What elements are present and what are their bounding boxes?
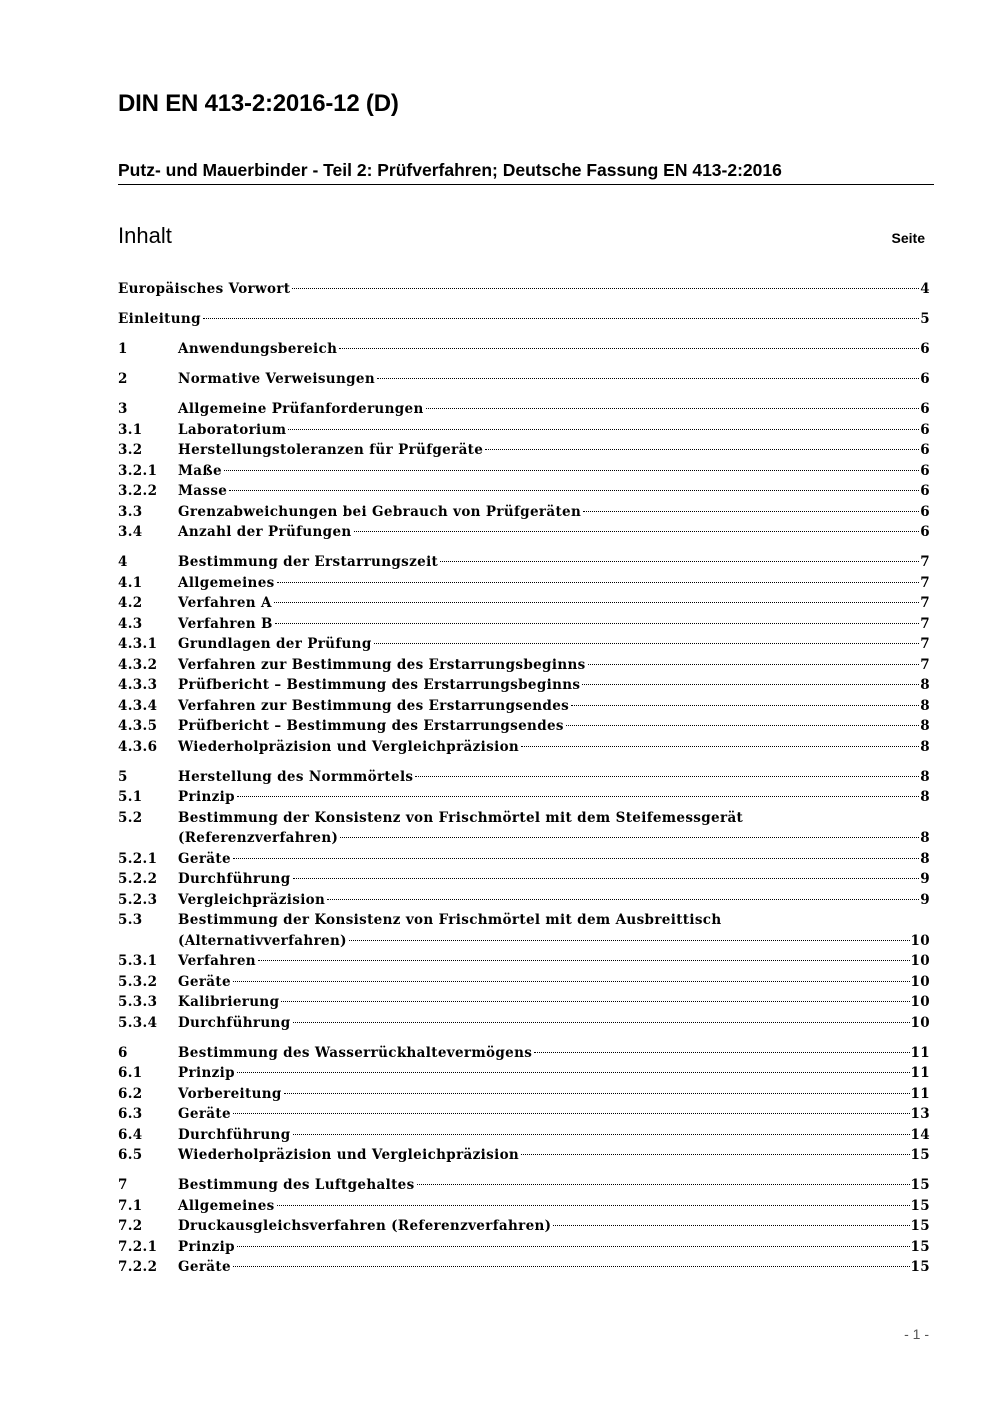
dot-leader — [566, 725, 919, 726]
toc-entry-page: 6 — [920, 341, 930, 357]
toc-entry-page: 8 — [920, 768, 930, 785]
toc-entry-number: 4.2 — [118, 595, 143, 611]
toc-entry-number: 6 — [118, 1044, 128, 1061]
toc-entry-number: 3.1 — [118, 421, 143, 438]
toc-entry-number: 5.3.3 — [118, 994, 158, 1010]
toc-entry-page: 8 — [920, 718, 930, 734]
toc-entry-page: 7 — [920, 595, 930, 611]
toc-entry[interactable] — [118, 440, 930, 461]
toc-entry-title[interactable]: Anwendungsbereich — [178, 341, 338, 357]
toc-entry-page: 4 — [920, 281, 930, 297]
toc-entry-page: 6 — [920, 524, 930, 540]
dot-leader — [440, 561, 919, 562]
toc-entry-page: 15 — [910, 1177, 930, 1193]
toc-entry-title[interactable]: Durchführung — [178, 1126, 291, 1143]
dot-leader — [292, 288, 919, 289]
dot-leader — [233, 981, 910, 982]
toc-entry-title[interactable]: Einleitung — [118, 311, 201, 327]
dot-leader — [275, 623, 919, 624]
toc-entry[interactable] — [118, 716, 930, 737]
toc-entry-page: 7 — [920, 574, 930, 591]
toc-entry[interactable] — [118, 696, 930, 717]
toc-entry-title[interactable]: Allgemeines — [178, 1197, 275, 1214]
toc-entry-page: 10 — [910, 973, 930, 990]
toc-entry-page: 13 — [910, 1106, 930, 1122]
toc-entry[interactable] — [118, 309, 930, 330]
dot-leader — [293, 1022, 910, 1023]
toc-entry[interactable] — [118, 614, 930, 635]
toc-entry[interactable] — [118, 399, 930, 420]
toc-entry[interactable] — [118, 1237, 930, 1258]
toc-entry-number: 4.3.2 — [118, 656, 158, 673]
dot-leader — [377, 378, 919, 379]
dot-leader — [582, 684, 919, 685]
toc-entry[interactable] — [118, 420, 930, 441]
toc-entry-page: 6 — [920, 421, 930, 438]
dot-leader — [349, 940, 910, 941]
dot-leader — [339, 348, 919, 349]
toc-entry[interactable] — [118, 890, 930, 911]
toc-entry-title[interactable]: Herstellung des Normmörtels — [178, 768, 414, 785]
toc-entry-title[interactable]: Verfahren A — [178, 595, 272, 611]
toc-entry-number: 5.2.1 — [118, 850, 158, 867]
toc-entry-page: 11 — [910, 1065, 930, 1081]
toc-entry-number: 6.1 — [118, 1065, 143, 1081]
toc-entry-number: 3.4 — [118, 524, 143, 540]
toc-entry-page: 7 — [920, 554, 930, 570]
toc-entry-title[interactable]: Grenzabweichungen bei Gebrauch von Prüfgeräten — [178, 503, 582, 520]
toc-entry[interactable] — [118, 1216, 930, 1237]
toc-entry-number: 3.2.2 — [118, 483, 158, 499]
document-title: DIN EN 413-2:2016-12 (D) — [118, 90, 399, 117]
toc-entry-number: 7.1 — [118, 1197, 143, 1214]
toc-entry-title[interactable]: Bestimmung der Erstarrungszeit — [178, 554, 439, 570]
toc-entry[interactable] — [118, 502, 930, 523]
toc-entry-page: 6 — [920, 483, 930, 499]
dot-leader — [521, 746, 919, 747]
dot-leader — [284, 1093, 910, 1094]
toc-entry-page: 8 — [920, 850, 930, 867]
toc-entry-number: 5.2.2 — [118, 871, 158, 887]
dot-leader — [534, 1052, 909, 1053]
toc-entry-title[interactable]: Druckausgleichsverfahren (Referenzverfahren) — [178, 1218, 552, 1234]
toc-entry-title[interactable]: Kalibrierung — [178, 994, 280, 1010]
dot-leader — [237, 796, 919, 797]
toc-entry-number: 4.3 — [118, 615, 143, 632]
toc-entry-page: 15 — [910, 1238, 930, 1255]
toc-entry-number: 7.2 — [118, 1218, 143, 1234]
toc-entry-title[interactable]: Verfahren zur Bestimmung des Erstarrungsendes — [178, 697, 570, 714]
dot-leader — [277, 1205, 910, 1206]
toc-entry-title[interactable]: Laboratorium — [178, 421, 287, 438]
toc-entry[interactable] — [118, 1196, 930, 1217]
toc-entry-number: 5.3 — [118, 912, 143, 928]
toc-entry-number: 6.5 — [118, 1147, 143, 1163]
toc-entry-number: 7 — [118, 1177, 128, 1193]
toc-entry-page: 8 — [920, 738, 930, 755]
toc-entry[interactable] — [118, 1013, 930, 1034]
toc-entry-page: 11 — [910, 1044, 930, 1061]
toc-entry-title[interactable]: Geräte — [178, 1259, 231, 1275]
toc-entry-page: 6 — [920, 442, 930, 458]
toc-entry-title[interactable]: Durchführung — [178, 871, 291, 887]
toc-entry[interactable] — [118, 1104, 930, 1125]
toc-entry-page: 11 — [910, 1085, 930, 1102]
dot-leader — [327, 899, 919, 900]
toc-entry-number: 3.2.1 — [118, 462, 158, 479]
toc-entry-continuation[interactable] — [118, 828, 930, 849]
toc-entry-number: 7.2.2 — [118, 1259, 158, 1275]
dot-leader — [237, 1246, 910, 1247]
dot-leader — [485, 449, 919, 450]
toc-entry-continuation[interactable] — [118, 931, 930, 952]
toc-entry-title[interactable]: Geräte — [178, 1106, 231, 1122]
toc-entry[interactable] — [118, 1145, 930, 1166]
toc-entry-page: 10 — [910, 994, 930, 1010]
toc-entry-title[interactable]: Grundlagen der Prüfung — [178, 636, 372, 652]
toc-entry-page: 15 — [910, 1197, 930, 1214]
toc-entry-page: 8 — [920, 789, 930, 805]
dot-leader — [340, 837, 919, 838]
dot-leader — [229, 490, 919, 491]
toc-entry-number: 2 — [118, 371, 128, 387]
toc-entry[interactable] — [118, 369, 930, 390]
toc-entry-number: 5.2.3 — [118, 891, 158, 908]
toc-entry-page: 8 — [920, 677, 930, 693]
toc-entry-title[interactable]: Bestimmung der Konsistenz von Frischmörtel mit dem Ausbreittisch — [178, 912, 722, 928]
dot-leader — [374, 643, 920, 644]
toc-entry[interactable] — [118, 992, 930, 1013]
toc-entry-number: 5.2 — [118, 809, 143, 826]
toc-entry-title[interactable]: Verfahren zur Bestimmung des Erstarrungsbeginns — [178, 656, 586, 673]
toc-entry[interactable] — [118, 1175, 930, 1196]
toc-entry[interactable] — [118, 481, 930, 502]
toc-entry-title[interactable]: Allgemeine Prüfanforderungen — [178, 401, 424, 417]
toc-entry[interactable] — [118, 1084, 930, 1105]
toc-entry-number: 4 — [118, 554, 128, 570]
toc-entry-page: 15 — [910, 1147, 930, 1163]
toc-entry-page: 9 — [920, 891, 930, 908]
toc-entry-title-continued[interactable]: (Referenzverfahren) — [178, 830, 339, 846]
toc-entry-title[interactable]: Durchführung — [178, 1014, 291, 1031]
toc-entry[interactable] — [118, 849, 930, 870]
toc-entry-page: 10 — [910, 1014, 930, 1031]
page-number-footer: - 1 - — [904, 1326, 929, 1342]
toc-entry-number: 1 — [118, 341, 128, 357]
toc-entry-title[interactable]: Normative Verweisungen — [178, 371, 376, 387]
toc-entry-number: 5.1 — [118, 789, 143, 805]
toc-entry[interactable] — [118, 634, 930, 655]
toc-entry[interactable] — [118, 808, 930, 829]
dot-leader — [203, 318, 919, 319]
toc-entry-title[interactable]: Wiederholpräzision und Vergleichpräzision — [178, 738, 520, 755]
toc-entry-title[interactable]: Herstellungstoleranzen für Prüfgeräte — [178, 442, 484, 458]
dot-leader — [288, 429, 919, 430]
toc-entry-number: 5.3.2 — [118, 973, 158, 990]
toc-entry-number: 5.3.4 — [118, 1014, 158, 1031]
toc-entry[interactable] — [118, 552, 930, 573]
toc-entry[interactable] — [118, 1043, 930, 1064]
toc-entry-number: 7.2.1 — [118, 1238, 158, 1255]
dot-leader — [426, 408, 920, 409]
toc-entry-number: 3 — [118, 401, 128, 417]
toc-entry[interactable] — [118, 1257, 930, 1278]
toc-entry-number: 3.3 — [118, 503, 143, 520]
toc-entry-title[interactable]: Allgemeines — [178, 574, 275, 591]
toc-entry-title[interactable]: Prüfbericht – Bestimmung des Erstarrungsbeginns — [178, 677, 581, 693]
toc-entry-number: 5 — [118, 768, 128, 785]
toc-entry-page: 15 — [910, 1218, 930, 1234]
toc-entry-page: 15 — [910, 1259, 930, 1275]
toc-entry-title[interactable]: Prinzip — [178, 1238, 235, 1255]
toc-entry-number: 3.2 — [118, 442, 143, 458]
toc-entry-page: 7 — [920, 636, 930, 652]
toc-entry-title[interactable]: Maße — [178, 462, 222, 479]
toc-entry-page: 8 — [920, 830, 930, 846]
toc-entry-title[interactable]: Verfahren — [178, 953, 256, 969]
dot-leader — [233, 1266, 910, 1267]
dot-leader — [571, 705, 919, 706]
dot-leader — [354, 531, 920, 532]
toc-entry-number: 4.3.6 — [118, 738, 158, 755]
toc-entry[interactable] — [118, 951, 930, 972]
toc-entry-page: 5 — [920, 311, 930, 327]
toc-entry[interactable] — [118, 573, 930, 594]
toc-entry[interactable] — [118, 339, 930, 360]
table-of-contents — [118, 279, 930, 1278]
toc-entry-title[interactable]: Bestimmung des Luftgehaltes — [178, 1177, 415, 1193]
toc-entry[interactable] — [118, 279, 930, 300]
toc-entry-number: 6.2 — [118, 1085, 143, 1102]
dot-leader — [293, 1134, 910, 1135]
toc-entry-number: 4.3.5 — [118, 718, 158, 734]
toc-entry-page: 7 — [920, 615, 930, 632]
toc-entry-title[interactable]: Geräte — [178, 850, 231, 867]
toc-entry-page: 10 — [910, 953, 930, 969]
toc-entry[interactable] — [118, 461, 930, 482]
toc-entry-page: 10 — [910, 932, 930, 949]
dot-leader — [583, 511, 919, 512]
toc-entry[interactable] — [118, 910, 930, 931]
toc-heading: Inhalt — [118, 223, 172, 248]
dot-leader — [224, 470, 919, 471]
toc-entry-title[interactable]: Prüfbericht – Bestimmung des Erstarrungsendes — [178, 718, 564, 734]
toc-entry-title[interactable]: Vorbereitung — [178, 1085, 282, 1102]
toc-entry-title[interactable]: Masse — [178, 483, 228, 499]
toc-entry-page: 7 — [920, 656, 930, 673]
toc-entry-page: 6 — [920, 401, 930, 417]
toc-entry-title[interactable]: Anzahl der Prüfungen — [178, 524, 352, 540]
toc-entry-number: 4.3.3 — [118, 677, 158, 693]
dot-leader — [258, 960, 910, 961]
toc-entry-number: 4.1 — [118, 574, 143, 591]
toc-entry[interactable] — [118, 522, 930, 543]
dot-leader — [553, 1225, 909, 1226]
toc-entry[interactable] — [118, 1125, 930, 1146]
toc-entry-title[interactable]: Wiederholpräzision und Vergleichpräzision — [178, 1147, 520, 1163]
page-column-label: Seite — [891, 230, 925, 246]
toc-entry-page: 6 — [920, 371, 930, 387]
dot-leader — [588, 664, 920, 665]
toc-entry-page: 6 — [920, 503, 930, 520]
toc-entry[interactable] — [118, 593, 930, 614]
toc-entry[interactable] — [118, 972, 930, 993]
dot-leader — [277, 582, 920, 583]
toc-entry[interactable] — [118, 787, 930, 808]
toc-entry-title-continued[interactable]: (Alternativverfahren) — [178, 932, 347, 949]
dot-leader — [233, 1113, 910, 1114]
toc-entry-title[interactable]: Prinzip — [178, 789, 235, 805]
toc-entry-number: 4.3.1 — [118, 636, 158, 652]
dot-leader — [233, 858, 919, 859]
toc-entry-number: 5.3.1 — [118, 953, 158, 969]
toc-entry-title[interactable]: Bestimmung der Konsistenz von Frischmörtel mit dem Steifemessgerät — [178, 809, 744, 826]
toc-entry-title[interactable]: Verfahren B — [178, 615, 273, 632]
document-subtitle: Putz- und Mauerbinder - Teil 2: Prüfverfahren; Deutsche Fassung EN 413-2:2016 — [118, 160, 934, 185]
toc-entry[interactable] — [118, 675, 930, 696]
toc-entry-page: 14 — [910, 1126, 930, 1143]
toc-entry-page: 6 — [920, 462, 930, 479]
toc-entry-title[interactable]: Vergleichpräzision — [178, 891, 326, 908]
toc-entry-number: 6.4 — [118, 1126, 143, 1143]
dot-leader — [274, 602, 919, 603]
toc-entry[interactable] — [118, 655, 930, 676]
toc-entry-title[interactable]: Bestimmung des Wasserrückhaltevermögens — [178, 1044, 533, 1061]
dot-leader — [417, 1184, 910, 1185]
dot-leader — [237, 1072, 910, 1073]
toc-entry-number: 6.3 — [118, 1106, 143, 1122]
dot-leader — [293, 878, 920, 879]
toc-entry-page: 9 — [920, 871, 930, 887]
toc-entry[interactable] — [118, 869, 930, 890]
dot-leader — [415, 776, 919, 777]
dot-leader — [521, 1154, 909, 1155]
toc-entry-page: 8 — [920, 697, 930, 714]
toc-entry[interactable] — [118, 1063, 930, 1084]
toc-entry-title[interactable]: Europäisches Vorwort — [118, 281, 291, 297]
toc-entry-number: 4.3.4 — [118, 697, 158, 714]
dot-leader — [281, 1001, 909, 1002]
toc-entry[interactable] — [118, 737, 930, 758]
toc-entry[interactable] — [118, 767, 930, 788]
toc-entry-title[interactable]: Prinzip — [178, 1065, 235, 1081]
toc-entry-title[interactable]: Geräte — [178, 973, 231, 990]
